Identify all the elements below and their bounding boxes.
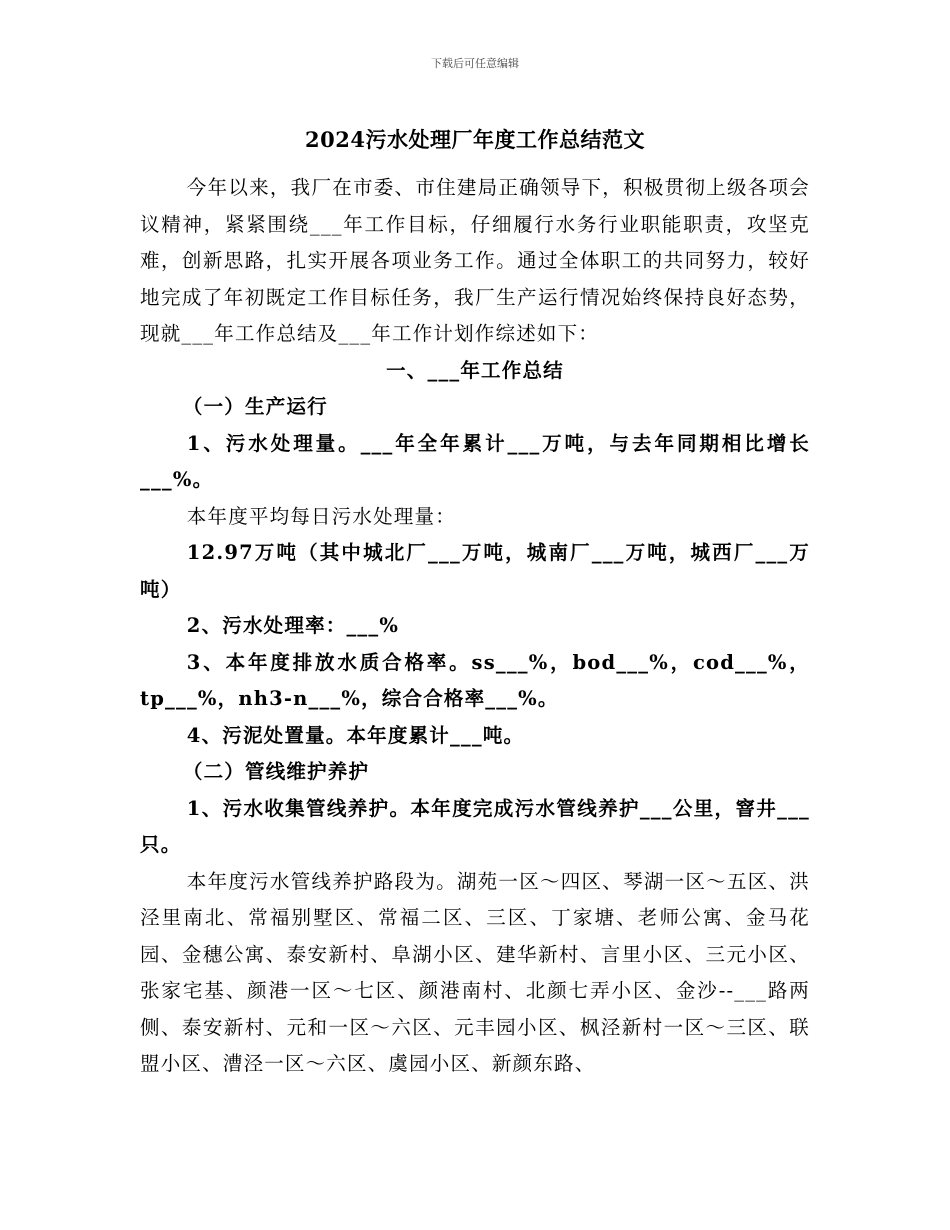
item-pipeline-maintenance: 1、污水收集管线养护。本年度完成污水管线养护___公里，窨井___只。 xyxy=(140,796,810,856)
item-sludge: 4、污泥处置量。本年度累计___吨。 xyxy=(186,723,525,747)
subsection-heading-2: （二）管线维护养护 xyxy=(182,760,370,783)
header-note: 下载后可任意编辑 xyxy=(431,57,519,70)
subsection-heading-1: （一）生产运行 xyxy=(182,395,328,418)
document-body xyxy=(140,170,810,1083)
item-treatment-rate: 2、污水处理率：___% xyxy=(186,614,400,637)
route-paragraph: 本年度污水管线养护路段为。湖苑一区～四区、琴湖一区～五区、洪泾里南北、常福别墅区、常福二区、三区、丁家塘、老师公寓、金马花园、金穗公寓、泰安新村、阜湖小区、建华新村、言里小区、三元小区、张家宅基、颜港一区～七区、颜港南村、北颜七弄小区、金沙--___路两侧、泰安新村、元和一区～六区、元丰园小区、枫泾新村一区～三区、联盟小区、漕泾一区～六区、虞园小区、新颜东路、 xyxy=(140,869,810,1075)
document-title: 2024污水处理厂年度工作总结范文 xyxy=(305,127,645,152)
avg-daily-label: 本年度平均每日污水处理量： xyxy=(186,504,456,528)
avg-daily-value: 12.97万吨（其中城北厂___万吨，城南厂___万吨，城西厂___万吨） xyxy=(140,541,810,601)
intro-paragraph: 今年以来，我厂在市委、市住建局正确领导下，积极贯彻上级各项会议精神，紧紧围绕___年工作目标，仔细履行水务行业职能职责，攻坚克难，创新思路，扎实开展各项业务工作。通过全体职工的共同努力，较好地完成了年初既定工作目标任务，我厂生产运行情况始终保持良好态势，现就___年工作总结及___年工作计划作综述如下： xyxy=(140,176,810,345)
item-water-quality: 3、本年度排放水质合格率。ss___%，bod___%，cod___%，tp___%，nh3-n___%，综合合格率___%。 xyxy=(140,650,810,710)
item-sewage-volume: 1、污水处理量。___年全年累计___万吨，与去年同期相比增长___%。 xyxy=(140,431,810,491)
section-heading-1: 一、___年工作总结 xyxy=(386,358,564,382)
